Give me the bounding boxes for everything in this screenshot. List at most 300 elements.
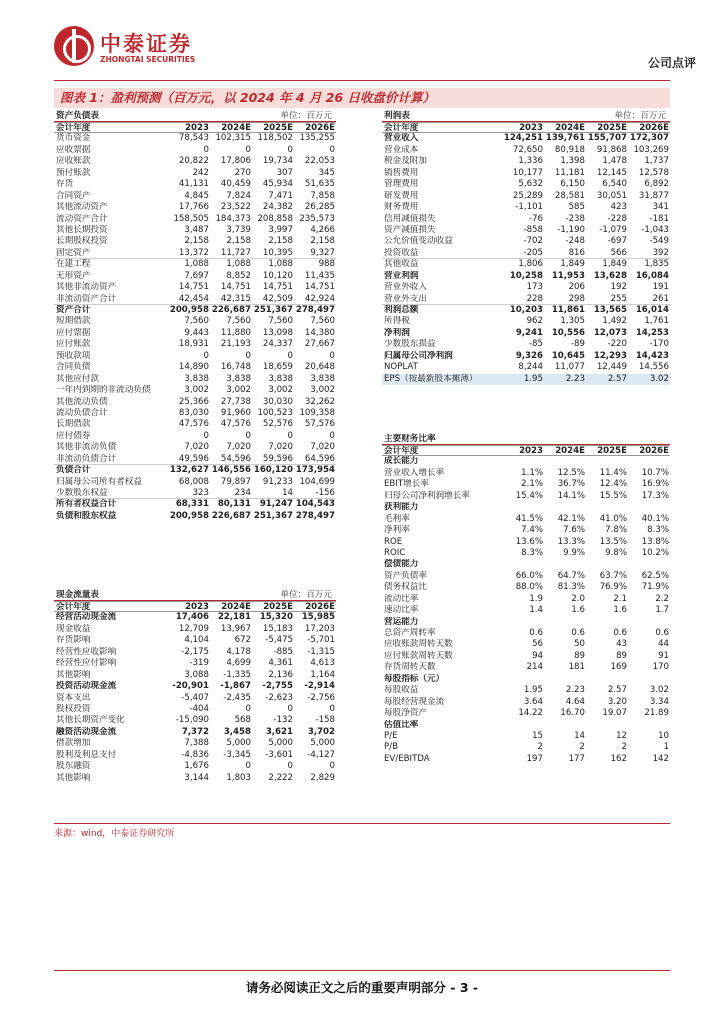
row-value: 988	[318, 259, 335, 270]
row-value: -238	[565, 213, 585, 224]
row-value: 7,697	[184, 270, 209, 281]
row-value: 2	[537, 742, 543, 753]
row-label: 预收款项	[56, 350, 91, 361]
row-value: 242	[192, 167, 209, 178]
row-value: 2,158	[268, 236, 293, 247]
row-label: 销售费用	[384, 167, 419, 178]
row-label: 每股收益	[384, 685, 419, 696]
row-value: 345	[318, 167, 335, 178]
row-value: 10,177	[512, 167, 543, 178]
table-row	[54, 225, 336, 236]
table-row	[382, 468, 670, 479]
row-value	[628, 674, 670, 685]
row-value: -2,756	[307, 692, 335, 703]
row-label: 营业收入增长率	[384, 467, 445, 478]
row-value: 251,367	[253, 510, 293, 521]
table-row	[382, 259, 670, 270]
row-label: 应付债券	[56, 430, 91, 441]
row-value: 11,880	[220, 327, 251, 338]
row-value: 2026E	[305, 602, 335, 612]
row-value: 1.95	[523, 685, 543, 696]
row-value: 91,868	[596, 144, 627, 155]
logo-name-en: ZHONGTAI SECURITIES	[100, 55, 196, 64]
row-value: 0	[287, 703, 293, 714]
row-value: 7,858	[310, 190, 335, 201]
row-value: 1,806	[518, 259, 543, 270]
row-label: 投资收益	[384, 247, 419, 258]
row-value: 42.1%	[557, 513, 585, 524]
table-row	[382, 582, 670, 593]
row-value: 16.70	[560, 708, 585, 719]
row-value: 139,761	[545, 133, 585, 144]
row-value: 235,573	[299, 213, 335, 224]
row-value: 4,845	[184, 190, 209, 201]
row-value: 11,861	[551, 305, 585, 315]
row-value: 0	[245, 430, 251, 441]
row-value: 12,073	[593, 327, 627, 338]
row-value: 3,997	[268, 224, 293, 235]
row-value: 27,738	[220, 396, 251, 407]
table-row	[382, 514, 670, 525]
row-value: -2,914	[304, 681, 335, 692]
row-label: EBIT增长率	[384, 479, 429, 490]
row-value: 132,627	[169, 465, 209, 476]
table-row	[54, 727, 336, 738]
table-row	[54, 271, 336, 282]
row-value: 6,540	[602, 179, 627, 190]
row-value: 41.5%	[515, 513, 543, 524]
row-value: 173	[526, 282, 543, 293]
row-label: 合同负债	[56, 362, 91, 373]
row-value: 13,372	[178, 247, 209, 258]
row-value: 1,737	[644, 156, 669, 167]
row-value: 2.57	[607, 373, 627, 384]
logo-mark-icon	[54, 26, 94, 66]
row-value: 2024E	[555, 123, 585, 133]
row-value: 5,000	[310, 738, 335, 749]
row-value: 0	[329, 144, 335, 155]
row-value: 3.20	[607, 696, 627, 707]
row-value: 3,702	[307, 726, 335, 737]
row-value: 10.7%	[641, 467, 669, 478]
row-label: 归属母公司所有者权益	[56, 476, 142, 487]
row-value	[628, 559, 670, 570]
row-value: 91,960	[220, 407, 251, 418]
table-row	[54, 316, 336, 327]
row-value: 142	[652, 753, 669, 764]
row-value: 1,088	[184, 259, 209, 270]
row-value: -549	[649, 236, 669, 247]
row-value: 17,406	[175, 612, 209, 623]
row-value: 1,088	[268, 259, 293, 270]
row-value: 4,613	[310, 658, 335, 669]
row-value: 7,020	[310, 442, 335, 453]
row-value: 2,222	[268, 772, 293, 783]
row-value: -205	[523, 247, 543, 258]
row-label: 毛利率	[384, 513, 410, 524]
table-row	[54, 750, 336, 761]
row-value	[502, 456, 544, 467]
row-value: 56	[532, 639, 543, 650]
row-value: 72,650	[512, 144, 543, 155]
row-label: 投资活动现金流	[56, 681, 117, 692]
row-value: 17,806	[220, 156, 251, 167]
row-value: 12	[616, 730, 627, 741]
row-value	[586, 559, 628, 570]
row-value: 585	[568, 202, 585, 213]
row-value: 59,596	[262, 453, 293, 464]
row-value: 2.1%	[521, 479, 543, 490]
row-value: 47,576	[178, 419, 209, 430]
table-row	[382, 559, 670, 570]
row-value: -181	[649, 213, 669, 224]
row-value: 57,576	[304, 419, 335, 430]
table-row	[54, 442, 336, 453]
row-value: -85	[528, 339, 543, 350]
row-value: 16.9%	[641, 479, 669, 490]
row-label: 资产减值损失	[384, 224, 436, 235]
row-value: 177	[568, 753, 585, 764]
row-value: 14	[282, 488, 293, 498]
row-value: 11,727	[220, 247, 251, 258]
row-value: -1,101	[515, 202, 543, 213]
row-value: 172,307	[629, 133, 669, 144]
row-label: P/E	[384, 730, 398, 741]
row-value: 2023	[519, 123, 543, 133]
table-title: 资产负债表	[56, 111, 99, 121]
row-value: -697	[607, 236, 627, 247]
row-value	[544, 617, 586, 628]
row-value: 3,838	[184, 373, 209, 384]
figure-title: 图表 1：盈利预测（百万元，以 2024 年 4 月 26 日收盘价计算）	[54, 88, 670, 108]
row-label: 经营性应付影响	[56, 658, 117, 669]
row-value: 2024E	[555, 446, 585, 456]
row-value: 197	[526, 753, 543, 764]
row-value: 4,266	[310, 224, 335, 235]
row-value: 816	[568, 247, 585, 258]
row-value: 2.2	[655, 593, 669, 604]
table-row	[382, 491, 670, 502]
company-logo	[54, 26, 214, 68]
row-value: 7.4%	[521, 525, 543, 536]
row-value: 3,088	[184, 669, 209, 680]
table-row	[54, 658, 336, 669]
row-value: 1.6	[613, 605, 627, 616]
row-label: 资产负债率	[384, 570, 427, 581]
row-value: 12,449	[596, 362, 627, 373]
row-value: 104,699	[299, 476, 335, 487]
row-label: 应收账款	[56, 156, 91, 167]
table-row	[382, 168, 670, 179]
row-value: 0	[245, 350, 251, 361]
table-title: 现金流量表	[56, 590, 99, 600]
row-label: 借款增加	[56, 738, 91, 749]
row-value: 9,443	[184, 327, 209, 338]
row-value: -5,701	[307, 635, 335, 646]
row-value: 4,104	[184, 635, 209, 646]
row-value: -220	[607, 339, 627, 350]
row-value: 89	[574, 650, 585, 661]
row-value: 13,967	[220, 623, 251, 634]
financial-ratios-table	[382, 433, 670, 765]
row-value: 1,492	[602, 316, 627, 327]
row-label: 速动比率	[384, 605, 419, 616]
row-value: 10,203	[509, 305, 543, 315]
table-row	[382, 248, 670, 259]
row-value: 40.1%	[641, 513, 669, 524]
row-value: 158,505	[173, 213, 209, 224]
row-label: 营业外收入	[384, 282, 427, 293]
row-value: 0	[287, 144, 293, 155]
table-row	[382, 685, 670, 696]
row-value: 7,560	[184, 316, 209, 327]
table-row	[54, 236, 336, 247]
table-row	[382, 133, 670, 144]
row-value: 0	[203, 430, 209, 441]
row-value: 100,523	[257, 407, 293, 418]
row-value: 47,576	[220, 419, 251, 430]
row-value: 0	[245, 703, 251, 714]
row-value: 3.02	[649, 685, 669, 696]
row-value: -228	[607, 213, 627, 224]
row-label: 现金收益	[56, 623, 91, 634]
table-row	[54, 693, 336, 704]
row-value: 278,497	[295, 510, 335, 521]
row-value: 51,635	[304, 179, 335, 190]
table-row	[382, 456, 670, 467]
row-label: EPS（按最新股本摊薄）	[384, 373, 478, 384]
table-row	[382, 537, 670, 548]
row-value: 17,766	[178, 202, 209, 213]
row-value: 14,751	[178, 282, 209, 293]
row-value: 10,645	[551, 350, 585, 361]
row-value	[544, 502, 586, 513]
row-value: 17.3%	[641, 490, 669, 501]
row-value: 2.23	[565, 685, 585, 696]
income-statement-table	[382, 110, 670, 385]
row-value: 20,648	[304, 362, 335, 373]
row-value: 0	[203, 144, 209, 155]
row-value: 307	[276, 167, 293, 178]
row-value: 3,838	[226, 373, 251, 384]
row-value: 89	[616, 650, 627, 661]
row-value: 0	[329, 703, 335, 714]
row-value: 2024E	[221, 602, 251, 612]
row-value	[502, 674, 544, 685]
row-value: 14,890	[178, 362, 209, 373]
row-value: 1.95	[523, 373, 543, 384]
row-value: 11,953	[551, 270, 585, 281]
row-label: 其他流动资产	[56, 202, 108, 213]
row-value: 1,849	[602, 259, 627, 270]
table-row	[54, 168, 336, 179]
row-value: 214	[526, 662, 543, 673]
row-value: 14,380	[304, 327, 335, 338]
row-value: 2023	[519, 446, 543, 456]
table-row	[382, 697, 670, 708]
table-row	[54, 704, 336, 715]
row-value: 22,181	[217, 612, 251, 623]
row-value: 45,934	[262, 179, 293, 190]
table-row	[382, 548, 670, 559]
row-value: 191	[652, 282, 669, 293]
row-value	[544, 674, 586, 685]
row-value: 41,131	[178, 179, 209, 190]
row-value: 1,676	[184, 761, 209, 772]
row-value: 5,632	[518, 179, 543, 190]
row-value: 1.9	[529, 593, 543, 604]
table-row	[382, 191, 670, 202]
row-label: 其他收益	[384, 259, 419, 270]
table-row	[54, 738, 336, 749]
row-value: 32,262	[304, 396, 335, 407]
row-value: 3,487	[184, 224, 209, 235]
row-label: 其他长期资产变化	[56, 715, 125, 726]
row-value: 173,954	[295, 465, 335, 476]
row-value: 9,326	[515, 350, 543, 361]
row-value: 192	[610, 282, 627, 293]
row-value: 14,556	[638, 362, 669, 373]
row-value: 4.64	[565, 696, 585, 707]
row-value: -4,836	[181, 749, 209, 760]
row-value: 76.9%	[599, 582, 627, 593]
table-row	[382, 362, 670, 373]
row-value: 36.7%	[557, 479, 585, 490]
row-value: 1.7	[655, 605, 669, 616]
row-value: -2,435	[223, 692, 251, 703]
row-value: 23,522	[220, 202, 251, 213]
row-value	[628, 720, 670, 731]
row-label: 长期借款	[56, 419, 91, 430]
row-value: 0.6	[655, 628, 669, 638]
row-value: 13.6%	[515, 536, 543, 547]
row-value: 15,183	[262, 623, 293, 634]
row-label: 在建工程	[56, 259, 91, 270]
row-label: 应收票据	[56, 144, 91, 155]
row-value: 41.0%	[599, 513, 627, 524]
row-value: 30,030	[262, 396, 293, 407]
table-row	[382, 225, 670, 236]
row-label: 应付票据	[56, 327, 91, 338]
row-value: -20,901	[172, 681, 209, 692]
row-value: 1,398	[560, 156, 585, 167]
row-value: -89	[570, 339, 585, 350]
table-row	[54, 259, 336, 270]
row-value: 14.22	[518, 708, 543, 719]
row-value	[628, 502, 670, 513]
row-value: 104,543	[295, 499, 335, 510]
row-label: 其他非流动负债	[56, 442, 117, 453]
table-row	[382, 571, 670, 582]
table-row	[54, 681, 336, 692]
row-label: 公允价值变动收益	[384, 236, 453, 247]
row-value: 1,164	[310, 669, 335, 680]
footer-divider	[54, 970, 670, 971]
row-label: 其他流动负债	[56, 396, 108, 407]
table-row	[54, 612, 336, 623]
row-value: 8.3%	[521, 547, 543, 558]
row-value: 0	[287, 430, 293, 441]
row-value: 16,014	[635, 305, 669, 315]
row-label: 每股净资产	[384, 708, 427, 719]
row-value: 228	[526, 293, 543, 304]
row-label: 应付账款	[56, 339, 91, 350]
row-value: 10,556	[551, 327, 585, 338]
row-label: 合同资产	[56, 190, 91, 201]
row-value: 1,803	[226, 772, 251, 783]
row-value: 206	[568, 282, 585, 293]
row-value: 234	[234, 488, 251, 498]
row-value: 1,835	[644, 259, 669, 270]
row-label: 会计年度	[384, 123, 419, 133]
table-row	[54, 715, 336, 726]
table-row	[54, 282, 336, 293]
row-value: 3,739	[226, 224, 251, 235]
balance-sheet-table	[54, 110, 336, 522]
row-value: 2.0	[571, 593, 585, 604]
table-row	[54, 374, 336, 385]
row-value: -1,867	[220, 681, 251, 692]
row-label: 其他长期投资	[56, 224, 108, 235]
row-value: 7,020	[268, 442, 293, 453]
row-value: 568	[234, 715, 251, 726]
table-row	[54, 202, 336, 213]
row-value: 49,596	[178, 453, 209, 464]
row-label: 非流动负债合计	[56, 453, 117, 464]
row-label: 会计年度	[56, 602, 91, 612]
row-value: 1,088	[226, 259, 251, 270]
row-value	[502, 559, 544, 570]
row-value: 14,253	[635, 327, 669, 338]
row-value: 30,051	[596, 190, 627, 201]
row-label: 营业利润	[384, 270, 419, 281]
table-row	[54, 511, 336, 522]
table-row	[382, 282, 670, 293]
row-value: 2024E	[221, 123, 251, 133]
row-value: 81.3%	[557, 582, 585, 593]
row-label: 经营性应收影响	[56, 646, 117, 657]
row-value: 15.4%	[515, 490, 543, 501]
row-value: 10.2%	[641, 547, 669, 558]
row-value: -5,475	[265, 635, 293, 646]
row-value: -1,190	[557, 224, 585, 235]
row-value: 2023	[185, 602, 209, 612]
row-value: 1,336	[518, 156, 543, 167]
row-label: 股权投资	[56, 703, 91, 714]
row-label: 融资活动现金流	[56, 726, 117, 737]
row-value: -1,079	[599, 224, 627, 235]
table-row	[382, 122, 670, 133]
row-label: 会计年度	[384, 446, 419, 456]
row-value: 10,395	[262, 247, 293, 258]
row-value: 68,331	[175, 499, 209, 510]
row-label: NOPLAT	[384, 362, 418, 373]
row-value: 2.57	[607, 685, 627, 696]
row-value: 2,829	[310, 772, 335, 783]
row-value: 91	[658, 650, 669, 661]
row-value: 3.02	[649, 373, 669, 384]
row-value: 3,458	[223, 726, 251, 737]
row-value: 21.89	[644, 708, 669, 719]
row-value: 18,931	[178, 339, 209, 350]
row-value: 0	[329, 761, 335, 772]
table-row	[54, 465, 336, 476]
table-row	[54, 670, 336, 681]
row-value: 3.64	[523, 696, 543, 707]
row-value: 24,382	[262, 202, 293, 213]
row-value: 7.6%	[563, 525, 585, 536]
row-label: 少数股东损益	[384, 339, 436, 350]
